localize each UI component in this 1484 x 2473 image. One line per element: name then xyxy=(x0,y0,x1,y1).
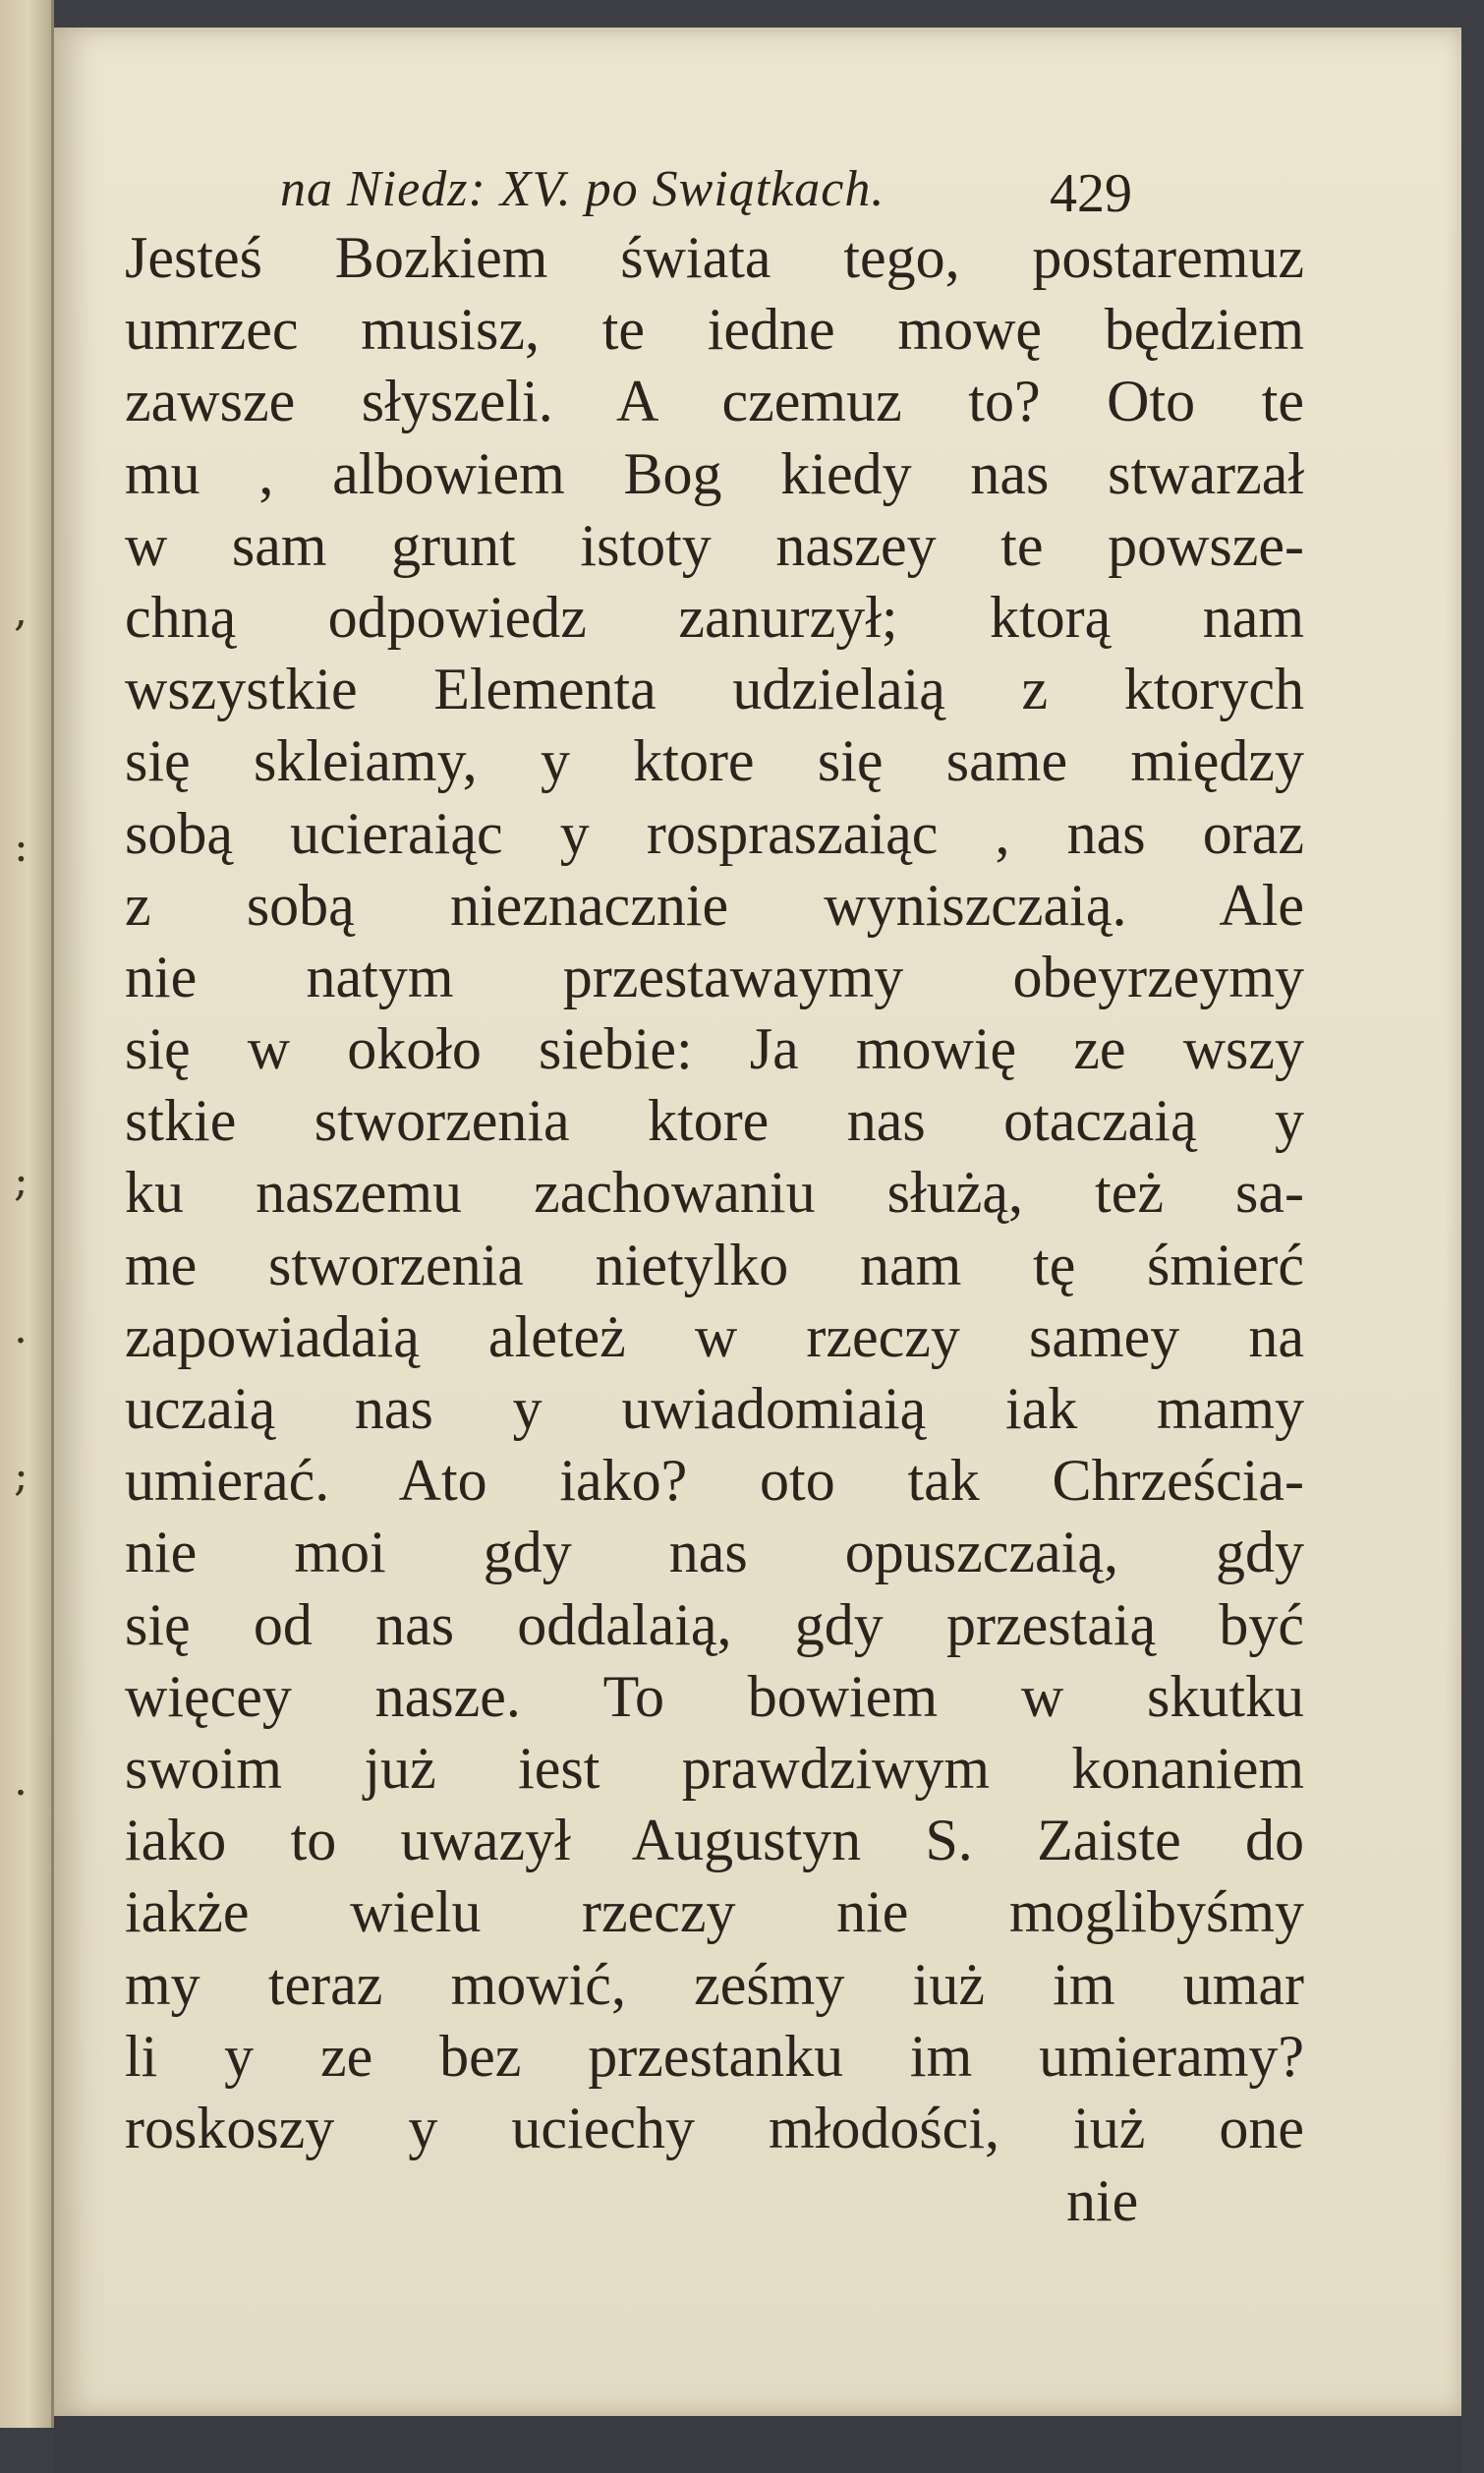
text-line: się od nas oddalaią, gdy przestaią być xyxy=(125,1591,1304,1657)
text-line: w sam grunt istoty naszey te powsze- xyxy=(125,512,1304,578)
text-line: uczaią nas y uwiadomiaią iak mamy xyxy=(125,1376,1304,1441)
book-page xyxy=(54,28,1461,2416)
text-line: stkie stworzenia ktore nas otaczaią y xyxy=(125,1088,1304,1154)
body-text xyxy=(125,222,1304,2164)
text-line: ku naszemu zachowaniu służą, też sa- xyxy=(125,1160,1304,1226)
edge-mark: . xyxy=(14,1755,28,1806)
page-number: 429 xyxy=(1050,163,1132,224)
text-line: się skleiamy, y ktore się same między xyxy=(125,728,1304,794)
text-line: zawsze słyszeli. A czemuz to? Oto te xyxy=(125,369,1304,434)
scan-bottom-edge xyxy=(54,2416,1461,2473)
text-line: mu , albowiem Bog kiedy nas stwarzał xyxy=(125,440,1304,506)
text-line: wszystkie Elementa udzielaią z ktorych xyxy=(125,657,1304,722)
text-line: sobą ucieraiąc y rospraszaiąc , nas oraz xyxy=(125,800,1304,866)
text-line: me stworzenia nietylko nam tę śmierć xyxy=(125,1232,1304,1297)
running-title: na Niedz: XV. po Swiątkach. xyxy=(280,161,885,217)
text-line: zapowiadaią aleteż w rzeczy samey na xyxy=(125,1303,1304,1369)
text-line: my teraz mowić, ześmy iuż im umar xyxy=(125,1951,1304,2017)
text-line: się w około siebie: Ja mowię ze wszy xyxy=(125,1016,1304,1082)
text-line: swoim już iest prawdziwym konaniem xyxy=(125,1735,1304,1801)
text-line: umrzec musisz, te iedne mowę będziem xyxy=(125,297,1304,363)
edge-mark: ; xyxy=(14,1451,29,1501)
running-head xyxy=(54,141,1461,224)
text-line: nie moi gdy nas opuszczaią, gdy xyxy=(125,1520,1304,1585)
text-line: Jesteś Bozkiem świata tego, postaremuz xyxy=(125,225,1304,290)
text-line: nie natym przestawaymy obeyrzeymy xyxy=(125,944,1304,1009)
catchword: nie xyxy=(1066,2168,1139,2233)
previous-page-edge xyxy=(0,0,54,2428)
edge-mark: , xyxy=(14,586,28,636)
text-line: umierać. Ato iako? oto tak Chrześcia- xyxy=(125,1448,1304,1514)
text-line: li y ze bez przestanku im umieramy? xyxy=(125,2023,1304,2089)
text-line: roskoszy y uciechy młodości, iuż one xyxy=(125,2095,1304,2160)
text-line: iakże wielu rzeczy nie moglibyśmy xyxy=(125,1879,1304,1945)
edge-mark: ; xyxy=(14,1156,29,1206)
text-line: chną odpowiedz zanurzył; ktorą nam xyxy=(125,584,1304,650)
text-line: więcey nasze. To bowiem w skutku xyxy=(125,1663,1304,1729)
edge-mark: . xyxy=(14,1303,28,1353)
edge-mark: : xyxy=(14,822,29,872)
text-line: iako to uwazył Augustyn S. Zaiste do xyxy=(125,1808,1304,1873)
text-line: z sobą nieznacznie wyniszczaią. Ale xyxy=(125,872,1304,938)
